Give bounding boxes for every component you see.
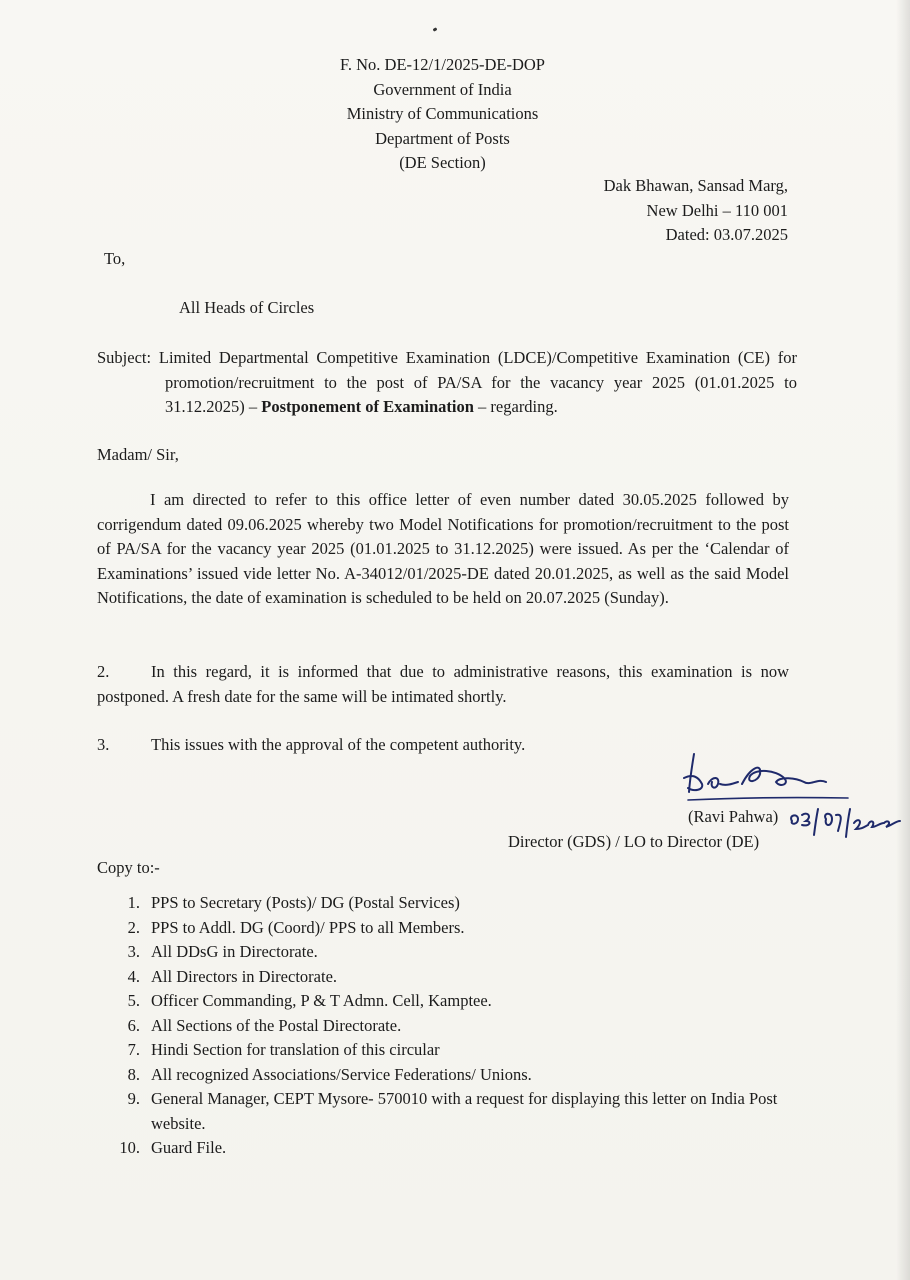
- address-line-2: New Delhi – 110 001: [646, 200, 788, 220]
- copy-to-item-number: 2.: [127, 917, 140, 937]
- file-number: F. No. DE-12/1/2025-DE-DOP: [340, 55, 545, 74]
- letter-header: [240, 53, 645, 176]
- copy-to-item: [110, 1038, 790, 1063]
- subject-bold: Postponement of Examination: [261, 397, 474, 416]
- paragraph-3-text: This issues with the approval of the competent authority.: [151, 735, 526, 754]
- ministry-name: Ministry of Communications: [346, 104, 539, 123]
- copy-to-item: [110, 1063, 790, 1088]
- subject-tail: – regarding.: [473, 397, 558, 416]
- copy-to-item-text: All Directors in Directorate.: [151, 966, 338, 986]
- copy-to-item: [110, 891, 790, 916]
- copy-to-item-number: 9.: [127, 1089, 140, 1108]
- copy-to-item-text: Guard File.: [151, 1138, 227, 1157]
- addressee: All Heads of Circles: [179, 298, 315, 317]
- copy-to-item-number: 6.: [127, 1015, 140, 1035]
- page-edge-shadow: [896, 0, 910, 1280]
- section-name: (DE Section): [399, 153, 486, 172]
- copy-to-item-text: All recognized Associations/Service Federations/ Unions.: [151, 1064, 532, 1084]
- signature-scribble: [680, 748, 850, 808]
- ink-mark: [433, 27, 438, 32]
- copy-to-list: [110, 891, 790, 1161]
- copy-to-item-number: 4.: [127, 966, 140, 986]
- paragraph-3-number: 3.: [97, 735, 110, 754]
- copy-to-item-text: PPS to Addl. DG (Coord)/ PPS to all Members.: [151, 917, 465, 937]
- signatory-designation: Director (GDS) / LO to Director (DE): [508, 832, 760, 851]
- paragraph-2-number: 2.: [97, 662, 110, 681]
- paragraph-1: I am directed to refer to this office letter of even number dated 30.05.2025 followed by corrigendum dated 09.06.2025 whereby two Model Notifications for promotion/recruitment to the post of PA/SA for the vacancy year 2025 (01.01.2025 to 31.12.2025) were issued. As per the ‘Calendar of Examinations’ issued vide letter No. A-34012/01/2025-DE dated 20.01.2025, as well as the said Model Notifications, the date of examination is scheduled to be held on 20.07.2025 (Sunday).: [97, 490, 789, 607]
- copy-to-item: [110, 1136, 790, 1161]
- copy-to-item-text: Officer Commanding, P & T Admn. Cell, Kamptee.: [151, 991, 492, 1010]
- to-label: To,: [104, 249, 126, 268]
- letter-date: Dated: 03.07.2025: [665, 225, 788, 244]
- copy-to-item-number: 5.: [127, 991, 140, 1010]
- paragraph-2: [97, 660, 789, 709]
- copy-to-item-text: PPS to Secretary (Posts)/ DG (Postal Services): [151, 893, 460, 912]
- copy-to-item: [110, 1087, 790, 1136]
- address-line-1: Dak Bhawan, Sansad Marg,: [603, 176, 788, 195]
- subject-main: Limited Departmental Competitive Examination (LDCE)/Competitive Examination (CE) for promotion/recruitment to the post of PA/SA for the vacancy year 2025 (01.01.2025 to 31.12.2025) –: [158, 348, 798, 416]
- copy-to-item-text: All DDsG in Directorate.: [151, 942, 318, 961]
- copy-to-item-number: 1.: [127, 893, 140, 912]
- handwritten-date: [788, 805, 903, 845]
- copy-to-item: [110, 916, 790, 941]
- copy-to-item-text: Hindi Section for translation of this circular: [151, 1040, 440, 1059]
- copy-to-item-number: 7.: [127, 1040, 140, 1059]
- copy-to-item-text: General Manager, CEPT Mysore- 570010 with a request for displaying this letter on India Post website.: [151, 1089, 778, 1133]
- government-name: Government of India: [373, 79, 512, 99]
- copy-to-item-number: 10.: [119, 1138, 140, 1157]
- copy-to-item-text: All Sections of the Postal Directorate.: [151, 1015, 402, 1035]
- subject-label: Subject:: [97, 348, 152, 367]
- subject-text: [97, 346, 798, 420]
- copy-to-item: [110, 989, 790, 1014]
- department-name: Department of Posts: [375, 128, 510, 148]
- copy-to-item-number: 3.: [127, 942, 140, 961]
- copy-to-label: Copy to:-: [97, 858, 160, 877]
- salutation: Madam/ Sir,: [97, 445, 179, 464]
- subject-block: [97, 346, 797, 420]
- copy-to-item-number: 8.: [127, 1064, 140, 1084]
- copy-to-item: [110, 940, 790, 965]
- copy-to-item: [110, 965, 790, 990]
- copy-to-item: [110, 1014, 790, 1039]
- signatory-name: (Ravi Pahwa): [688, 807, 779, 826]
- paragraph-2-text: In this regard, it is informed that due to administrative reasons, this examination is now postponed. A fresh date for the same will be intimated shortly.: [97, 662, 789, 706]
- sender-address: [604, 174, 788, 248]
